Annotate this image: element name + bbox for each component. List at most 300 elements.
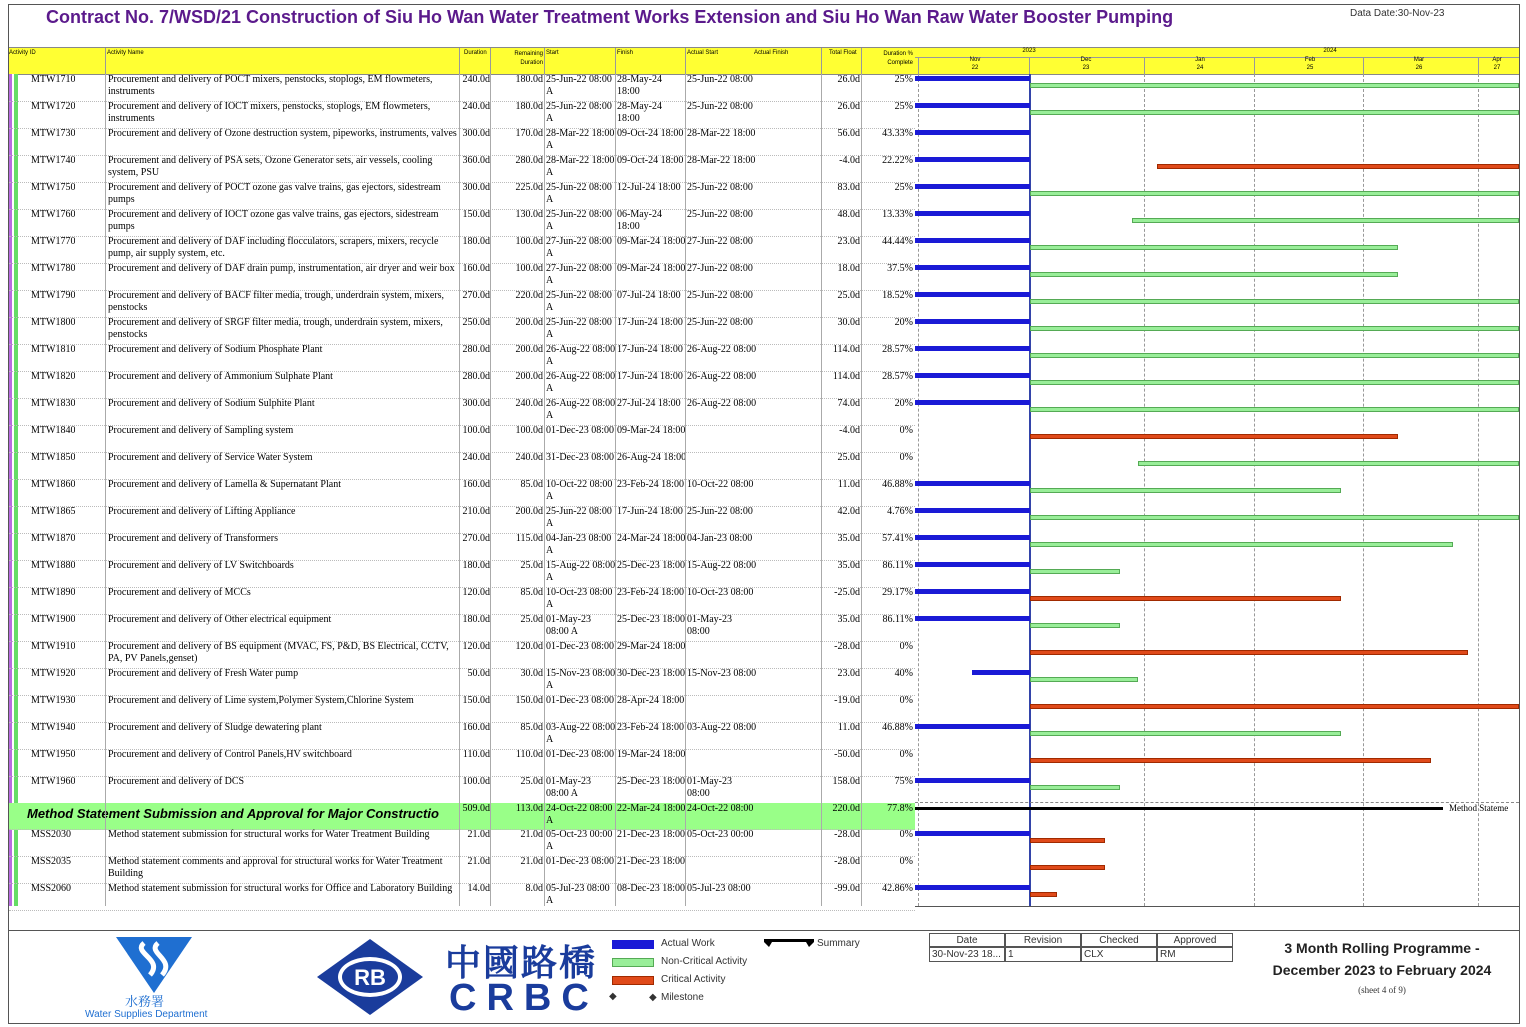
critical-activity-bar[interactable] — [1030, 758, 1432, 763]
week-mar: 26 — [1415, 65, 1423, 71]
cell-total-float: 11.0d — [837, 722, 860, 733]
non-critical-activity-bar[interactable] — [1030, 542, 1453, 547]
cell-pct: 0% — [899, 641, 913, 652]
cell-finish: 21-Dec-23 18:00 — [617, 856, 686, 867]
cell-start: 01-Dec-23 08:00 — [546, 695, 615, 706]
table-row[interactable] — [9, 155, 915, 183]
table-row[interactable] — [9, 883, 915, 911]
cell-id: MTW1720 — [31, 101, 76, 112]
cell-actual-start: 28-Mar-22 18:00 — [687, 128, 756, 139]
cell-start: 10-Oct-22 08:00 A — [546, 479, 613, 502]
signoff-date-header: Date — [929, 933, 1005, 947]
col-actual-finish[interactable]: Actual Finish — [754, 50, 789, 56]
cell-pct: 0% — [899, 452, 913, 463]
summary-start: 24-Oct-22 08:00 A — [546, 803, 613, 826]
table-row[interactable] — [9, 425, 915, 453]
cell-total-float: -4.0d — [839, 425, 860, 436]
table-row[interactable] — [9, 452, 915, 480]
non-critical-activity-bar[interactable] — [1030, 299, 1519, 304]
table-row[interactable] — [9, 560, 915, 588]
cell-actual-start — [687, 749, 757, 776]
cell-name: Procurement and delivery of POCT ozone gas valve trains, gas ejectors, sidestream pumps — [108, 182, 441, 205]
non-critical-activity-bar[interactable] — [1030, 407, 1519, 412]
actual-work-bar[interactable] — [915, 319, 1030, 324]
cell-actual-start: 26-Aug-22 08:00 — [687, 398, 757, 409]
week-nov: 22 — [971, 65, 979, 71]
cell-name: Procurement and delivery of Sodium Phosphate Plant — [108, 344, 323, 355]
cell-name: Procurement and delivery of POCT mixers, penstocks, stoplogs, EM flowmeters, instruments — [108, 74, 433, 97]
cell-start: 01-Dec-23 08:00 — [546, 425, 615, 436]
actual-work-bar[interactable] — [915, 211, 1030, 216]
cell-pct: 43.33% — [882, 128, 913, 139]
col-total-float[interactable]: Total Float — [829, 50, 857, 56]
cell-finish: 28-May-24 18:00 — [617, 74, 662, 97]
non-critical-activity-bar[interactable] — [1030, 326, 1519, 331]
cell-name: Procurement and delivery of IOCT ozone gas valve trains, gas ejectors, sidestream pumps — [108, 209, 439, 232]
cell-actual-start: 15-Nov-23 08:00 — [687, 668, 757, 679]
critical-activity-bar[interactable] — [1157, 164, 1519, 169]
crbc-name: CRBC — [449, 977, 599, 1019]
month-apr: Apr — [1492, 57, 1502, 63]
actual-work-bar[interactable] — [915, 589, 1030, 594]
signoff-revision-value: 1 — [1005, 947, 1081, 962]
cell-id: MTW1950 — [31, 749, 76, 760]
cell-id: MTW1750 — [31, 182, 76, 193]
cell-actual-start — [687, 695, 757, 722]
activity-table — [9, 74, 915, 906]
cell-remaining: 180.0d — [515, 101, 543, 112]
actual-work-bar[interactable] — [915, 238, 1030, 243]
cell-finish: 27-Jul-24 18:00 — [617, 398, 681, 409]
cell-duration: 160.0d — [462, 263, 490, 274]
cell-id: MTW1710 — [31, 74, 76, 85]
actual-work-bar[interactable] — [915, 885, 1030, 890]
table-row[interactable] — [9, 101, 915, 129]
non-critical-activity-bar[interactable] — [1030, 110, 1519, 115]
cell-start: 01-Dec-23 08:00 — [546, 749, 615, 760]
cell-name: Procurement and delivery of Lifting Appliance — [108, 506, 296, 517]
cell-id: MTW1780 — [31, 263, 76, 274]
cell-id: MTW1760 — [31, 209, 76, 220]
cell-actual-start: 25-Jun-22 08:00 — [687, 74, 753, 85]
cell-id: MTW1910 — [31, 641, 76, 652]
actual-work-bar[interactable] — [972, 670, 1029, 675]
non-critical-activity-bar[interactable] — [1030, 380, 1519, 385]
cell-pct: 0% — [899, 829, 913, 840]
table-row[interactable] — [9, 533, 915, 561]
cell-finish: 26-Aug-24 18:00 — [617, 452, 687, 463]
col-pct-complete[interactable]: Duration % Complete — [883, 51, 913, 66]
actual-work-bar[interactable] — [915, 831, 1030, 836]
table-row[interactable] — [9, 776, 915, 804]
cell-pct: 4.76% — [887, 506, 913, 517]
cell-duration: 21.0d — [467, 829, 490, 840]
cell-start: 26-Aug-22 08:00 A — [546, 344, 616, 367]
actual-work-bar[interactable] — [915, 508, 1030, 513]
critical-activity-bar[interactable] — [1030, 596, 1341, 601]
cell-id: MTW1940 — [31, 722, 76, 733]
cell-id: MTW1770 — [31, 236, 76, 247]
cell-pct: 22.22% — [882, 155, 913, 166]
table-row[interactable] — [9, 128, 915, 156]
actual-work-bar[interactable] — [915, 292, 1030, 297]
cell-actual-start: 27-Jun-22 08:00 — [687, 236, 753, 247]
cell-finish: 29-Mar-24 18:00 — [617, 641, 686, 652]
cell-id: MSS2060 — [31, 883, 72, 894]
actual-work-bar[interactable] — [915, 130, 1030, 135]
legend-milestone: Milestone — [661, 992, 704, 1003]
table-row[interactable] — [9, 263, 915, 291]
programme-title — [1247, 937, 1517, 981]
table-row[interactable] — [9, 614, 915, 642]
table-row[interactable] — [9, 74, 915, 102]
critical-activity-bar[interactable] — [1030, 434, 1398, 439]
col-activity-id[interactable]: Activity ID — [9, 50, 36, 56]
cell-pct: 20% — [894, 317, 913, 328]
cell-start: 15-Nov-23 08:00 A — [546, 668, 616, 691]
cell-finish: 28-Apr-24 18:00 — [617, 695, 685, 706]
cell-finish: 30-Dec-23 18:00 — [617, 668, 686, 679]
cell-remaining: 25.0d — [520, 776, 543, 787]
cell-finish: 28-May-24 18:00 — [617, 101, 662, 124]
non-critical-activity-bar[interactable] — [1030, 488, 1341, 493]
cell-name: Procurement and delivery of IOCT mixers, penstocks, stoplogs, EM flowmeters, instruments — [108, 101, 431, 124]
non-critical-activity-bar[interactable] — [1030, 191, 1519, 196]
cell-total-float: 42.0d — [837, 506, 860, 517]
col-start[interactable]: Start — [546, 50, 559, 56]
cell-total-float: 114.0d — [832, 344, 860, 355]
cell-name: Procurement and delivery of DCS — [108, 776, 245, 787]
cell-actual-start — [687, 856, 757, 883]
legend-actual-swatch — [612, 940, 654, 949]
cell-pct: 40% — [894, 668, 913, 679]
year-2024: 2024 — [1323, 48, 1337, 54]
cell-name: Procurement and delivery of Lamella & Supernatant Plant — [108, 479, 341, 490]
cell-name: Procurement and delivery of DAF including flocculators, scrapers, mixers, recycle pump, air supply system, etc. — [108, 236, 439, 259]
non-critical-activity-bar[interactable] — [1030, 677, 1139, 682]
programme-title-line1: 3 Month Rolling Programme - — [1284, 940, 1480, 956]
cell-pct: 25% — [894, 182, 913, 193]
cell-name: Method statement comments and approval for structural works for Water Treatment Building — [108, 856, 443, 879]
table-row[interactable] — [9, 749, 915, 777]
critical-activity-bar[interactable] — [1030, 650, 1468, 655]
cell-total-float: 26.0d — [837, 74, 860, 85]
table-row[interactable] — [9, 209, 915, 237]
cell-duration: 210.0d — [462, 506, 490, 517]
cell-total-float: 74.0d — [837, 398, 860, 409]
cell-duration: 270.0d — [462, 290, 490, 301]
cell-pct: 42.86% — [882, 883, 913, 894]
cell-start: 25-Jun-22 08:00 A — [546, 317, 612, 340]
cell-remaining: 100.0d — [515, 263, 543, 274]
cell-total-float: -4.0d — [839, 155, 860, 166]
non-critical-activity-bar[interactable] — [1030, 272, 1398, 277]
cell-id: MTW1810 — [31, 344, 76, 355]
cell-pct: 28.57% — [882, 371, 913, 382]
cell-id: MTW1890 — [31, 587, 76, 598]
col-remaining[interactable]: Remaining Duration — [514, 51, 543, 66]
table-row[interactable] — [9, 856, 915, 884]
signoff-checked-value: CLX — [1081, 947, 1157, 962]
month-feb: Feb — [1304, 57, 1316, 63]
table-row[interactable] — [9, 182, 915, 210]
non-critical-activity-bar[interactable] — [1030, 515, 1519, 520]
cell-name: Procurement and delivery of Lime system,Polymer System,Chlorine System — [108, 695, 414, 706]
col-actual-start[interactable]: Actual Start — [687, 50, 719, 56]
cell-name: Procurement and delivery of SRGF filter media, trough, underdrain system, mixers, penstocks — [108, 317, 443, 340]
cell-duration: 100.0d — [462, 425, 490, 436]
cell-total-float: 114.0d — [832, 371, 860, 382]
cell-finish: 17-Jun-24 18:00 — [617, 317, 683, 328]
actual-work-bar[interactable] — [915, 346, 1030, 351]
cell-finish: 09-Mar-24 18:00 — [617, 236, 686, 247]
summary-actual-start: 24-Oct-22 08:00 — [687, 803, 754, 814]
cell-total-float: 35.0d — [837, 614, 860, 625]
cell-start: 28-Mar-22 18:00 A — [546, 128, 615, 151]
cell-name: Method statement submission for structural works for Water Treatment Building — [108, 829, 430, 840]
cell-finish: 09-Mar-24 18:00 — [617, 425, 686, 436]
non-critical-activity-bar[interactable] — [1132, 218, 1519, 223]
cell-name: Procurement and delivery of Ammonium Sulphate Plant — [108, 371, 333, 382]
non-critical-activity-bar[interactable] — [1030, 569, 1121, 574]
legend-non-critical: Non-Critical Activity — [661, 956, 748, 967]
summary-name: Method Statement Submission and Approval for Major Constructio — [27, 808, 439, 820]
month-mar: Mar — [1413, 57, 1425, 63]
summary-duration: 509.0d — [462, 803, 490, 814]
cell-finish: 25-Dec-23 18:00 — [617, 560, 686, 571]
cell-actual-start: 25-Jun-22 08:00 — [687, 101, 753, 112]
table-row[interactable] — [9, 587, 915, 615]
cell-id: MTW1800 — [31, 317, 76, 328]
summary-finish: 22-Mar-24 18:00 — [617, 803, 686, 814]
cell-start: 05-Jul-23 08:00 A — [546, 883, 610, 906]
summary-bar[interactable] — [915, 807, 1443, 810]
table-row[interactable] — [9, 371, 915, 399]
summary-row[interactable] — [9, 803, 915, 830]
cell-finish: 09-Oct-24 18:00 — [617, 155, 684, 166]
legend-critical: Critical Activity — [661, 974, 726, 985]
cell-start: 10-Oct-23 08:00 A — [546, 587, 613, 610]
cell-id: MTW1920 — [31, 668, 76, 679]
critical-activity-bar[interactable] — [1030, 838, 1106, 843]
table-row[interactable] — [9, 506, 915, 534]
cell-actual-start: 25-Jun-22 08:00 — [687, 209, 753, 220]
summary-total-float: 220.0d — [832, 803, 860, 814]
cell-remaining: 25.0d — [520, 560, 543, 571]
cell-id: MTW1930 — [31, 695, 76, 706]
cell-actual-start: 25-Jun-22 08:00 — [687, 290, 753, 301]
legend-actual-work: Actual Work — [661, 938, 715, 949]
cell-total-float: 56.0d — [837, 128, 860, 139]
cell-remaining: 100.0d — [515, 425, 543, 436]
table-row[interactable] — [9, 668, 915, 696]
critical-activity-bar[interactable] — [1030, 892, 1057, 897]
cell-id: MTW1865 — [31, 506, 76, 517]
table-row[interactable] — [9, 398, 915, 426]
cell-id: MTW1880 — [31, 560, 76, 571]
cell-total-float: 83.0d — [837, 182, 860, 193]
actual-work-bar[interactable] — [915, 265, 1030, 270]
cell-start: 05-Oct-23 00:00 A — [546, 829, 613, 852]
week-dec: 23 — [1082, 65, 1090, 71]
cell-pct: 18.52% — [882, 290, 913, 301]
non-critical-activity-bar[interactable] — [1030, 83, 1519, 88]
actual-work-bar[interactable] — [915, 535, 1030, 540]
month-jan: Jan — [1195, 57, 1205, 63]
cell-duration: 150.0d — [462, 695, 490, 706]
cell-actual-start: 27-Jun-22 08:00 — [687, 263, 753, 274]
cell-start: 26-Aug-22 08:00 A — [546, 398, 616, 421]
cell-pct: 13.33% — [882, 209, 913, 220]
cell-total-float: -28.0d — [834, 829, 860, 840]
sheet-number: (sheet 4 of 9) — [1358, 985, 1406, 995]
cell-remaining: 280.0d — [515, 155, 543, 166]
non-critical-activity-bar[interactable] — [1030, 785, 1121, 790]
summary-bar-label: Method Stateme — [1449, 803, 1509, 813]
cell-total-float: 11.0d — [837, 479, 860, 490]
table-row[interactable] — [9, 290, 915, 318]
cell-remaining: 21.0d — [520, 829, 543, 840]
timeline-header — [915, 47, 1519, 75]
cell-start: 25-Jun-22 08:00 A — [546, 74, 612, 97]
wsd-chinese-name: 水務署 — [125, 995, 165, 1010]
non-critical-activity-bar[interactable] — [1030, 623, 1121, 628]
actual-work-bar[interactable] — [915, 616, 1030, 621]
cell-name: Procurement and delivery of BS equipment (MVAC, FS, P&D, BS Electrical, CCTV, PA, PV Panels,genset) — [108, 641, 449, 664]
cell-name: Procurement and delivery of Other electrical equipment — [108, 614, 332, 625]
signoff-checked-header: Checked — [1081, 933, 1157, 947]
col-activity-name[interactable]: Activity Name — [107, 50, 144, 56]
cell-remaining: 240.0d — [515, 452, 543, 463]
cell-start: 26-Aug-22 08:00 A — [546, 371, 616, 394]
legend-summary: Summary — [817, 938, 860, 949]
cell-pct: 28.57% — [882, 344, 913, 355]
table-row[interactable] — [9, 317, 915, 345]
actual-work-bar[interactable] — [915, 778, 1030, 783]
table-row[interactable] — [9, 236, 915, 264]
rb-logo-icon — [315, 937, 425, 1017]
cell-pct: 25% — [894, 74, 913, 85]
cell-start: 01-May-23 08:00 A — [546, 614, 591, 637]
actual-work-bar[interactable] — [915, 724, 1030, 729]
summary-pct: 77.8% — [887, 803, 913, 814]
cell-actual-start: 25-Jun-22 08:00 — [687, 317, 753, 328]
cell-remaining: 130.0d — [515, 209, 543, 220]
cell-duration: 50.0d — [467, 668, 490, 679]
cell-start: 25-Jun-22 08:00 A — [546, 182, 612, 205]
actual-work-bar[interactable] — [915, 562, 1030, 567]
cell-remaining: 85.0d — [520, 479, 543, 490]
table-row[interactable] — [9, 641, 915, 669]
cell-duration: 150.0d — [462, 209, 490, 220]
actual-work-bar[interactable] — [915, 157, 1030, 162]
table-row[interactable] — [9, 722, 915, 750]
cell-id: MTW1730 — [31, 128, 76, 139]
cell-pct: 0% — [899, 856, 913, 867]
cell-remaining: 170.0d — [515, 128, 543, 139]
cell-name: Procurement and delivery of Sludge dewatering plant — [108, 722, 322, 733]
cell-remaining: 200.0d — [515, 317, 543, 328]
cell-start: 27-Jun-22 08:00 A — [546, 263, 612, 286]
actual-work-bar[interactable] — [915, 481, 1030, 486]
cell-id: MTW1740 — [31, 155, 76, 166]
critical-activity-bar[interactable] — [1030, 865, 1106, 870]
actual-work-bar[interactable] — [915, 373, 1030, 378]
table-row[interactable] — [9, 829, 915, 857]
cell-id: MTW1790 — [31, 290, 76, 301]
cell-start: 31-Dec-23 08:00 — [546, 452, 615, 463]
table-row[interactable] — [9, 344, 915, 372]
cell-remaining: 85.0d — [520, 587, 543, 598]
signoff-approved-header: Approved — [1157, 933, 1233, 947]
cell-remaining: 200.0d — [515, 506, 543, 517]
cell-pct: 44.44% — [882, 236, 913, 247]
cell-finish: 23-Feb-24 18:00 — [617, 479, 684, 490]
cell-duration: 280.0d — [462, 371, 490, 382]
cell-actual-start: 26-Aug-22 08:00 — [687, 371, 757, 382]
non-critical-activity-bar[interactable] — [1138, 461, 1519, 466]
col-finish[interactable]: Finish — [617, 50, 634, 56]
cell-total-float: 25.0d — [837, 452, 860, 463]
non-critical-activity-bar[interactable] — [1030, 245, 1398, 250]
cell-finish: 25-Dec-23 18:00 — [617, 614, 686, 625]
cell-total-float: -25.0d — [834, 587, 860, 598]
cell-remaining: 100.0d — [515, 236, 543, 247]
cell-remaining: 240.0d — [515, 398, 543, 409]
col-duration[interactable]: Duration — [464, 50, 487, 56]
summary-remaining: 113.0d — [515, 803, 543, 814]
actual-work-bar[interactable] — [915, 184, 1030, 189]
actual-work-bar[interactable] — [915, 103, 1030, 108]
cell-start: 27-Jun-22 08:00 A — [546, 236, 612, 259]
cell-total-float: 35.0d — [837, 560, 860, 571]
table-row[interactable] — [9, 695, 915, 723]
crbc-chinese-name: 中國路橋 — [445, 943, 598, 984]
critical-activity-bar[interactable] — [1030, 704, 1519, 709]
cell-id: MTW1860 — [31, 479, 76, 490]
cell-finish: 17-Jun-24 18:00 — [617, 506, 683, 517]
cell-finish: 06-May-24 18:00 — [617, 209, 662, 232]
cell-pct: 20% — [894, 398, 913, 409]
week-jan: 24 — [1196, 65, 1204, 71]
cell-finish: 07-Jul-24 18:00 — [617, 290, 681, 301]
table-row[interactable] — [9, 479, 915, 507]
cell-duration: 240.0d — [462, 101, 490, 112]
cell-total-float: 23.0d — [837, 668, 860, 679]
signoff-revision-header: Revision — [1005, 933, 1081, 947]
cell-duration: 300.0d — [462, 398, 490, 409]
cell-remaining: 200.0d — [515, 371, 543, 382]
cell-actual-start: 25-Jun-22 08:00 — [687, 506, 753, 517]
cell-name: Procurement and delivery of Transformers — [108, 533, 278, 544]
cell-start: 01-May-23 08:00 A — [546, 776, 591, 799]
cell-duration: 180.0d — [462, 614, 490, 625]
cell-remaining: 180.0d — [515, 74, 543, 85]
actual-work-bar[interactable] — [915, 400, 1030, 405]
cell-pct: 57.41% — [882, 533, 913, 544]
non-critical-activity-bar[interactable] — [1030, 731, 1341, 736]
week-apr: 27 — [1493, 65, 1501, 71]
cell-total-float: 26.0d — [837, 101, 860, 112]
cell-total-float: 48.0d — [837, 209, 860, 220]
cell-remaining: 30.0d — [520, 668, 543, 679]
cell-finish: 12-Jul-24 18:00 — [617, 182, 681, 193]
cell-duration: 100.0d — [462, 776, 490, 787]
cell-finish: 23-Feb-24 18:00 — [617, 722, 684, 733]
non-critical-activity-bar[interactable] — [1030, 353, 1519, 358]
actual-work-bar[interactable] — [915, 76, 1030, 81]
cell-start: 01-Dec-23 08:00 — [546, 856, 615, 867]
